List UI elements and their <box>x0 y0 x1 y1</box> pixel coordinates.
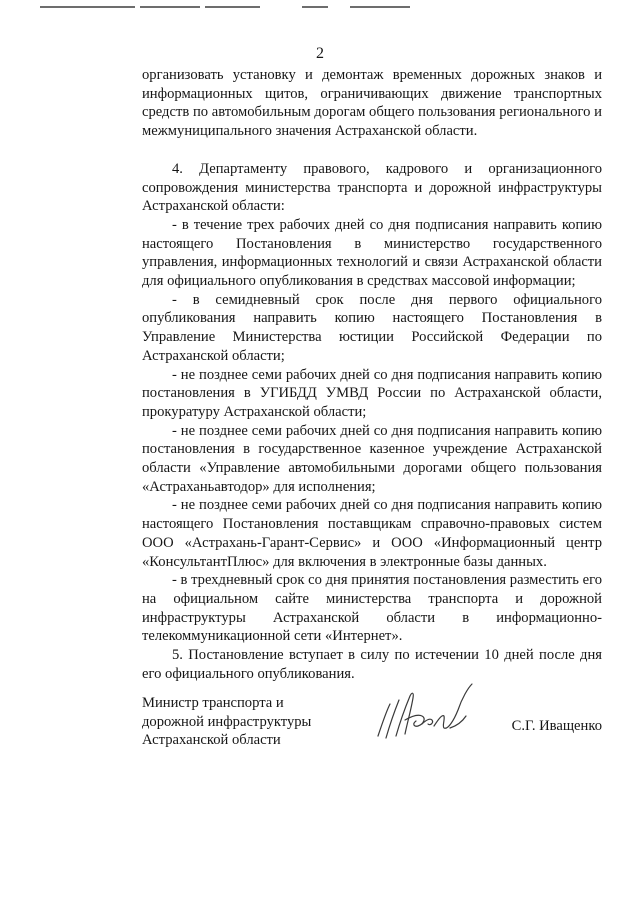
paragraph-subitem-4: - не позднее семи рабочих дней со дня подписания направить копию постановления в государственное казенное учреждение Астраханской области «Управление автомобильными дорогами общего пользования «Астраханьавтодор» для исполнения; <box>142 422 602 495</box>
paragraph-subitem-2: - в семидневный срок после дня первого официального опубликования направить копию настоящего Постановления в Управление Министерства юстиции Российской Федерации по Астраханской области; <box>142 291 602 364</box>
paragraph-subitem-3: - не позднее семи рабочих дней со дня подписания направить копию постановления в УГИБДД УМВД России по Астраханской области, прокуратуру Астраханской области; <box>142 366 602 420</box>
paragraph-subitem-1: - в течение трех рабочих дней со дня подписания направить копию настоящего Постановления в министерство государственного управления, информационных технологий и связи Астраханской области для официального опубликования в средствах массовой информации; <box>142 216 602 290</box>
minister-title-line: дорожной инфраструктуры <box>142 713 312 730</box>
document-body <box>142 66 602 684</box>
signature-block <box>142 694 602 754</box>
page-number: 2 <box>316 45 324 62</box>
paragraph-item-4: 4. Департаменту правового, кадрового и организационного сопровождения министерства транспорта и дорожной инфраструктуры Астраханской области: <box>142 160 602 215</box>
minister-name: С.Г. Иващенко <box>511 718 602 734</box>
minister-title-line: Министр транспорта и <box>142 695 284 711</box>
handwritten-signature <box>372 680 482 750</box>
minister-title-line: Астраханской области <box>142 732 281 749</box>
paragraph-item-5: 5. Постановление вступает в силу по истечении 10 дней после дня его официального опубликования. <box>142 647 602 682</box>
minister-title <box>142 694 362 750</box>
paragraph-subitem-5: - не позднее семи рабочих дней со дня подписания направить копию настоящего Постановления поставщикам справочно-правовых систем ООО «Астрахань-Гарант-Сервис» и ООО «Информационный центр «КонсультантПлюс» для включения в электронные базы данных. <box>142 497 602 570</box>
paragraph-continuation: организовать установку и демонтаж временных дорожных знаков и информационных щитов, ограничивающих движение транспортных средств по автомобильным дорогам общего пользования регионального и межмуниципального значения Астраханской области. <box>142 67 602 140</box>
paragraph-subitem-6: - в трехдневный срок со дня принятия постановления разместить его на официальном сайте министерства транспорта и дорожной инфраструктуры Астраханской области в информационно-телекоммуникационной сети «Интернет». <box>142 572 602 645</box>
top-edge-scan-line <box>40 6 460 8</box>
